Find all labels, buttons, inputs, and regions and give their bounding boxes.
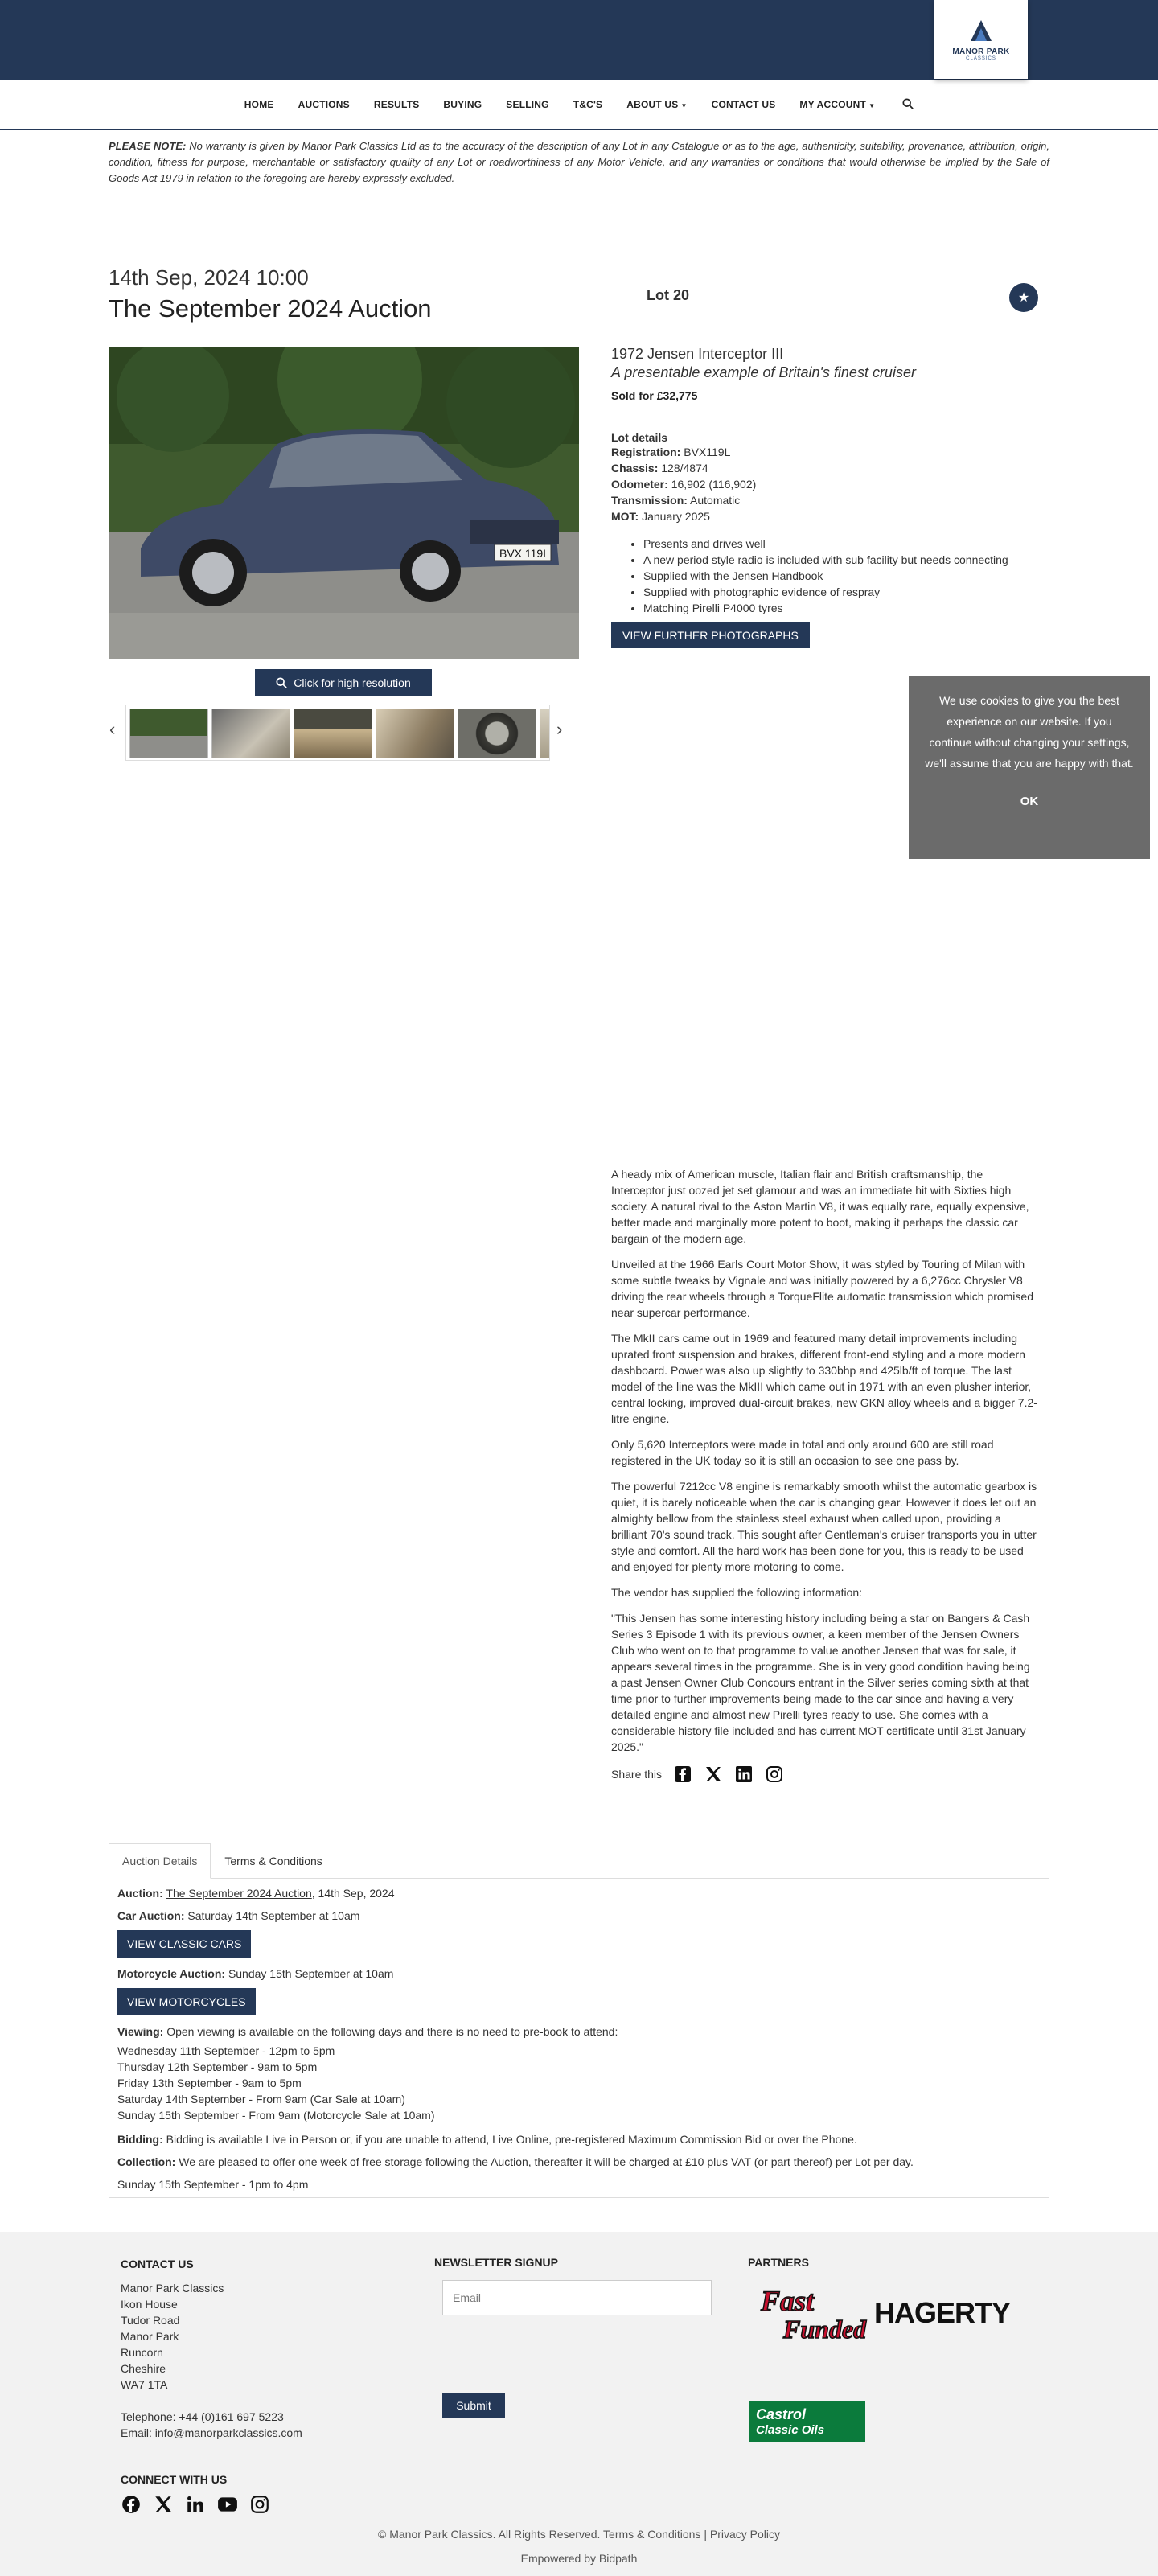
- bidding-line: [117, 2131, 1041, 2147]
- viewing-day: Friday 13th September - 9am to 5pm: [117, 2077, 302, 2089]
- funded-logo-text: Funded: [783, 2315, 867, 2344]
- thumbnail[interactable]: [376, 709, 454, 758]
- chevron-left-icon[interactable]: ‹: [109, 719, 116, 739]
- disclaimer-text: No warranty is given by Manor Park Classics Ltd as to the accuracy of the description of any Lot in any Catalogue or as to the age, authenticity, suitability, provenance, attribution, origin, condition, fitness for purpose, merchantable or satisfactory quality of any Lot or roadworthiness of any Motor Vehicle, and any warranties or conditions that would otherwise be implied by the Sale of Goods Act 1979 in relation to the foregoing are hereby expressly excluded.: [109, 140, 1049, 184]
- fast-funded-logo[interactable]: [756, 2280, 868, 2347]
- x-icon[interactable]: [704, 1765, 723, 1784]
- caret-down-icon: ▼: [868, 102, 876, 109]
- telephone[interactable]: Telephone: +44 (0)161 697 5223: [121, 2410, 284, 2423]
- copyright: © Manor Park Classics. All Rights Reserved. Terms & Conditions | Privacy Policy: [378, 2528, 780, 2541]
- detail-odometer: [611, 476, 1045, 492]
- auction-title: The September 2024 Auction: [109, 294, 432, 323]
- share-label: Share this: [611, 1768, 663, 1781]
- nav-results[interactable]: RESULTS: [373, 99, 420, 110]
- list-item: • Supplied with photographic evidence of respray: [643, 584, 1045, 600]
- detail-value: BVX119L: [684, 446, 731, 458]
- address-line: Tudor Road: [121, 2314, 180, 2327]
- star-icon: ★: [1017, 291, 1030, 305]
- main-lot-image[interactable]: [109, 347, 579, 659]
- thumbnail[interactable]: [129, 709, 208, 758]
- number-plate: BVX 119L: [499, 547, 550, 560]
- partners-heading: PARTNERS: [748, 2256, 809, 2269]
- auction-info-tabs: [109, 1843, 1049, 2198]
- thumbnail-carousel: [105, 705, 571, 761]
- cookie-banner: [909, 676, 1150, 859]
- description-paragraph: The vendor has supplied the following information:: [611, 1586, 863, 1599]
- auction-date: 14th Sep, 2024 10:00: [109, 265, 309, 290]
- viewing-line: [117, 2023, 1041, 2040]
- view-further-photographs-button[interactable]: VIEW FURTHER PHOTOGRAPHS: [611, 622, 810, 648]
- youtube-icon[interactable]: [217, 2494, 238, 2515]
- linkedin-icon[interactable]: [185, 2494, 206, 2515]
- list-item: • Matching Pirelli P4000 tyres: [643, 600, 1045, 616]
- chevron-right-icon[interactable]: ›: [556, 719, 563, 739]
- castrol-logo[interactable]: [749, 2401, 865, 2442]
- detail-transmission: [611, 492, 1045, 508]
- tab-panel: [109, 1878, 1049, 2198]
- lot-info: [611, 346, 1045, 648]
- detail-value: 16,902 (116,902): [671, 478, 757, 491]
- thumbnail[interactable]: [458, 709, 536, 758]
- view-classic-cars-button[interactable]: VIEW CLASSIC CARS: [117, 1930, 251, 1958]
- nav-terms[interactable]: T&C'S: [573, 99, 603, 110]
- collection-value: We are pleased to offer one week of free storage following the Auction, thereafter it will be charged at £10 plus VAT (or part thereof) per Lot per day.: [179, 2155, 914, 2168]
- collection-line: [117, 2154, 1041, 2170]
- car-auction-line: [117, 1908, 1041, 1924]
- terms-link[interactable]: Terms & Conditions: [603, 2528, 701, 2541]
- viewing-value: Open viewing is available on the following days and there is no need to pre-book to attend:: [166, 2025, 618, 2038]
- bidding-value: Bidding is available Live in Person or, if you are unable to attend, Live Online, pre-registered Maximum Commission Bid or over the Phone.: [166, 2133, 857, 2146]
- search-icon: [902, 98, 914, 109]
- newsletter-submit-button[interactable]: Submit: [442, 2393, 505, 2418]
- search-icon: [276, 677, 287, 688]
- car-photo: [109, 347, 579, 659]
- thumbnail[interactable]: [211, 709, 290, 758]
- auction-date-text: , 14th Sep, 2024: [311, 1887, 395, 1900]
- description-paragraph: The MkII cars came out in 1969 and featured many detail improvements including uprated front suspension and brakes, different front-end styling and a more modern dashboard. Power was also up slightly to 330bhp and 425lb/ft of torque. The last model of the line was the MkIII which came out in 1971 with an even plusher interior, central locking, improved dual-circuit brakes, new GKN alloy wheels and a bigger 7.2-litre engine.: [611, 1332, 1037, 1425]
- cookie-ok-button[interactable]: OK: [1020, 795, 1039, 808]
- connect-with-us: [121, 2473, 270, 2515]
- viewing-day: Sunday 15th September - From 9am (Motorcycle Sale at 10am): [117, 2109, 435, 2122]
- lot-title: 1972 Jensen Interceptor III: [611, 346, 784, 362]
- description-paragraph: A heady mix of American muscle, Italian flair and British craftsmanship, the Interceptor just oozed jet set glamour and was an immediate hit with Sixties high society. A natural rival to the Aston Martin V8, it was equally rare, equally expensive, better made and marginally more potent to boot, making it perhaps the classic car bargain of the modern age.: [611, 1168, 1029, 1245]
- high-resolution-label: Click for high resolution: [294, 676, 411, 689]
- newsletter-email-input[interactable]: [442, 2280, 712, 2315]
- nav-about-label: ABOUT US: [626, 99, 679, 110]
- social-links: [121, 2494, 270, 2515]
- lot-description: [611, 1166, 1037, 1784]
- description-paragraph: Only 5,620 Interceptors were made in total and only around 600 are still road registered in the UK today so it is still an occasion to see one pass by.: [611, 1438, 994, 1467]
- car-auction-label: Car Auction:: [117, 1909, 185, 1922]
- footer-contact: [121, 2256, 302, 2441]
- high-resolution-button[interactable]: [255, 669, 432, 696]
- main-nav: [0, 80, 1158, 130]
- nav-about[interactable]: [614, 99, 699, 110]
- address-line: Manor Park Classics: [121, 2282, 224, 2295]
- moto-auction-label: Motorcycle Auction:: [117, 1967, 226, 1980]
- lot-subtitle: A presentable example of Britain's finest cruiser: [611, 364, 916, 380]
- logo-mark-icon: [969, 18, 993, 43]
- lot-details-heading: Lot details: [611, 431, 668, 444]
- viewing-day: Thursday 12th September - 9am to 5pm: [117, 2060, 318, 2073]
- detail-label: Chassis:: [611, 462, 659, 475]
- moto-auction-value: Sunday 15th September at 10am: [228, 1967, 394, 1980]
- list-item: • A new period style radio is included with sub facility but needs connecting: [643, 552, 1045, 568]
- lot-highlights: [643, 536, 1045, 616]
- thumbnail[interactable]: [294, 709, 372, 758]
- empowered-by[interactable]: Empowered by Bidpath: [520, 2552, 638, 2565]
- car-auction-value: Saturday 14th September at 10am: [187, 1909, 360, 1922]
- list-item: • Supplied with the Jensen Handbook: [643, 568, 1045, 584]
- detail-value: January 2025: [642, 510, 710, 523]
- cookie-text: We use cookies to give you the best experience on our website. If you continue without changing your settings, we'll assume that you are happy with that.: [925, 694, 1134, 770]
- nav-search[interactable]: [887, 98, 926, 112]
- sold-price: Sold for £32,775: [611, 389, 698, 402]
- viewing-day: Saturday 14th September - From 9am (Car Sale at 10am): [117, 2093, 405, 2106]
- footer: [0, 2232, 1158, 2576]
- nav-account-label: MY ACCOUNT: [799, 99, 867, 110]
- site-logo[interactable]: [934, 0, 1028, 79]
- facebook-icon[interactable]: [121, 2494, 142, 2515]
- viewing-day: Wednesday 11th September - 12pm to 5pm: [117, 2044, 335, 2057]
- address-line: Ikon House: [121, 2298, 178, 2311]
- detail-mot: [611, 508, 1045, 524]
- detail-registration: [611, 444, 1045, 460]
- castrol-sub: Classic Oils: [756, 2423, 825, 2437]
- connect-heading: CONNECT WITH US: [121, 2473, 228, 2486]
- instagram-icon[interactable]: [765, 1765, 784, 1784]
- description-paragraph: The powerful 7212cc V8 engine is remarkably smooth whilst the automatic gearbox is quiet, it is barely noticeable when the car is changing gear. However it does let out an almighty bellow from the stainless steel exhaust when called upon, providing a brilliant 70's sound track. This sought after Gentleman's cruiser transports you in utter style and comfort. All the hard work has been done for you, this is ready to be used and enjoyed for plenty more motoring to come.: [611, 1480, 1037, 1573]
- lot-number: Lot 20: [647, 287, 690, 303]
- castrol-name: Castrol: [756, 2406, 807, 2422]
- address-line: Manor Park: [121, 2330, 179, 2343]
- detail-value: 128/4874: [661, 462, 708, 475]
- nav-auctions[interactable]: AUCTIONS: [298, 99, 350, 110]
- collection-label: Collection:: [117, 2155, 176, 2168]
- disclaimer: [109, 138, 1049, 187]
- nav-selling[interactable]: SELLING: [506, 99, 549, 110]
- top-banner: [0, 0, 1158, 80]
- newsletter: [434, 2256, 559, 2412]
- auction-link[interactable]: The September 2024 Auction: [166, 1887, 312, 1900]
- privacy-link[interactable]: Privacy Policy: [709, 2528, 780, 2541]
- nav-account[interactable]: [787, 99, 887, 110]
- fast-funded-logo-art: [756, 2280, 868, 2344]
- detail-label: MOT:: [611, 510, 639, 523]
- linkedin-icon[interactable]: [734, 1765, 754, 1784]
- logo-name: MANOR PARK: [952, 47, 1010, 56]
- tab-auction-details[interactable]: Auction Details: [109, 1843, 211, 1879]
- email-link[interactable]: Email: info@manorparkclassics.com: [121, 2426, 302, 2439]
- view-motorcycles-button[interactable]: VIEW MOTORCYCLES: [117, 1988, 256, 2015]
- address-line: WA7 1TA: [121, 2378, 168, 2391]
- nav-home[interactable]: HOME: [244, 99, 274, 110]
- share-bar: [611, 1765, 1037, 1784]
- copyright-text: © Manor Park Classics. All Rights Reserved.: [378, 2528, 601, 2541]
- viewing-label: Viewing:: [117, 2025, 164, 2038]
- logo-sub: CLASSICS: [966, 55, 996, 61]
- instagram-icon[interactable]: [249, 2494, 270, 2515]
- nav-buying[interactable]: BUYING: [443, 99, 482, 110]
- address: [121, 2280, 302, 2393]
- disclaimer-label: PLEASE NOTE:: [109, 140, 187, 152]
- watch-lot-button[interactable]: [1009, 283, 1038, 312]
- address-line: Runcorn: [121, 2346, 163, 2359]
- list-item: • Presents and drives well: [643, 536, 1045, 552]
- description-paragraph: "This Jensen has some interesting history including being a star on Bangers & Cash Series 3 Episode 1 with its previous owner, a keen member of the Jensen Owners Club who went on to that programme to value another Jensen that was for sale, it appears several times in the programme. She is in very good condition having being a past Jensen Owner Club Concours entrant in the Silver series coming sixth at that time prior to further improvements being made to the car since and having a very detailed engine and almost new Pirelli tyres ready to use. She comes with a considerable history file included and has current MOT certificate until 31st January 2025.": [611, 1612, 1030, 1753]
- partners: [748, 2256, 1070, 2437]
- nav-contact[interactable]: CONTACT US: [711, 99, 776, 110]
- auction-line: [117, 1885, 1041, 1901]
- x-icon[interactable]: [153, 2494, 174, 2515]
- detail-value: Automatic: [690, 494, 741, 507]
- tab-bar: [109, 1843, 1049, 1879]
- facebook-icon[interactable]: [673, 1765, 692, 1784]
- thumbnail[interactable]: [540, 709, 550, 758]
- detail-label: Transmission:: [611, 494, 688, 507]
- thumbnail-list: [125, 705, 550, 761]
- detail-chassis: [611, 460, 1045, 476]
- collection-extra: Sunday 15th September - 1pm to 4pm: [117, 2178, 309, 2191]
- description-paragraph: Unveiled at the 1966 Earls Court Motor Show, it was styled by Touring of Milan with some subtle tweaks by Vignale and was initially powered by a 6,276cc Chrysler V8 driving the rear wheels through a TorqueFlite automatic transmission which promised near supercar performance.: [611, 1258, 1033, 1319]
- bidding-label: Bidding:: [117, 2133, 163, 2146]
- caret-down-icon: ▼: [680, 102, 688, 109]
- hagerty-logo[interactable]: HAGERTY: [874, 2296, 1011, 2329]
- moto-auction-line: [117, 1966, 1041, 1982]
- tab-terms[interactable]: Terms & Conditions: [224, 1855, 322, 1867]
- contact-heading: CONTACT US: [121, 2258, 194, 2270]
- auction-label: Auction:: [117, 1887, 163, 1900]
- fast-logo-text: Fast: [761, 2285, 815, 2317]
- detail-label: Registration:: [611, 446, 681, 458]
- newsletter-heading: NEWSLETTER SIGNUP: [434, 2256, 559, 2269]
- detail-label: Odometer:: [611, 478, 668, 491]
- address-line: Cheshire: [121, 2362, 166, 2375]
